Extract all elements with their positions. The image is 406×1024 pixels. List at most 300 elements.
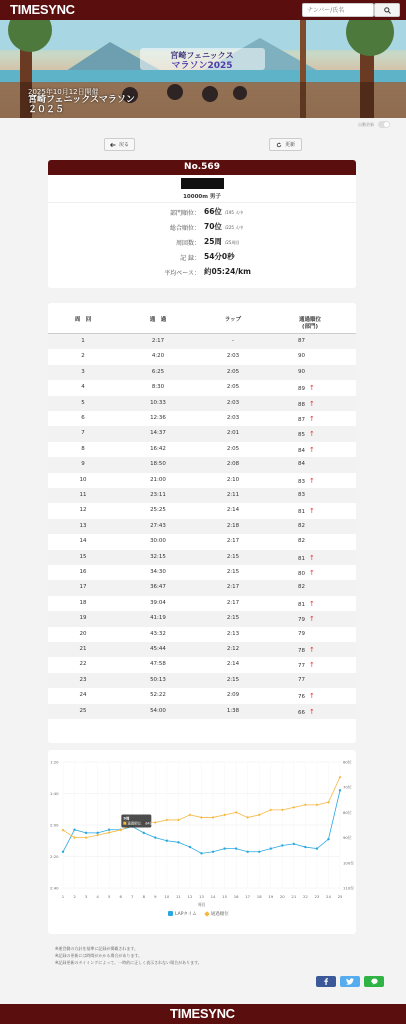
pass-time: 25:25 [150, 507, 166, 514]
rank-value: 84 [298, 461, 305, 468]
y-tick-right: 70位 [343, 784, 352, 790]
y-tick-right: 90位 [343, 835, 352, 841]
point-lap[interactable] [327, 838, 329, 840]
notes [55, 945, 202, 966]
point-rank[interactable] [177, 819, 180, 822]
table-row [48, 488, 356, 503]
lap-number: 2 [81, 353, 85, 360]
rank-value: 82 [298, 522, 305, 529]
rank-cell [298, 708, 315, 716]
table-row [48, 534, 356, 549]
x-tick: 9 [154, 894, 157, 899]
note-line: ※記録更新のタイミングによって、一時的に正しく表示されない場合があります。 [55, 960, 202, 965]
point-lap[interactable] [316, 847, 318, 849]
search-button[interactable] [374, 3, 400, 17]
event-banner [0, 20, 406, 118]
point-lap[interactable] [143, 832, 145, 834]
event-title [28, 95, 135, 115]
pass-time: 34:30 [150, 569, 166, 575]
lap-number: 7 [81, 430, 85, 437]
rank-value: 83 [298, 492, 305, 498]
lap-split: 2:17 [226, 538, 240, 545]
table-row [48, 611, 356, 626]
info-value: 70位 /225 人中 [204, 222, 244, 231]
auto-update-toggle[interactable] [378, 121, 390, 128]
x-axis-label: 周回 [197, 902, 206, 907]
runner-category: 10000m 男子 [183, 194, 221, 200]
x-tick: 11 [175, 894, 181, 899]
pass-time: 32:15 [150, 553, 166, 560]
point-rank[interactable] [212, 816, 215, 819]
rank-up-icon: ↑ [309, 415, 315, 423]
x-tick: 1 [61, 894, 65, 899]
header-lap: 周 回 [74, 317, 92, 323]
pass-time: 45:44 [150, 646, 166, 652]
y-tick-right: 100位 [343, 860, 355, 866]
rank-up-icon: ↑ [309, 476, 315, 485]
rank-value: 87 [298, 338, 305, 344]
rank-value: 83 [298, 478, 305, 485]
point-lap[interactable] [235, 847, 237, 849]
rank-up-icon: ↑ [309, 399, 315, 408]
rank-up-icon: ↑ [309, 569, 315, 577]
table-row [48, 550, 356, 565]
point-lap[interactable] [62, 851, 64, 853]
info-value: 25周 /25周回 [204, 237, 240, 246]
point-rank[interactable] [200, 816, 203, 819]
top-bar [0, 0, 406, 20]
facebook-icon [323, 978, 329, 985]
info-row-overall-rank [48, 221, 356, 233]
site-logo[interactable]: TIMESYNC [10, 2, 75, 17]
info-row-pace [48, 266, 356, 278]
lap-number: 16 [79, 569, 87, 575]
lap-split: 2:05 [226, 445, 240, 452]
point-rank[interactable] [292, 806, 295, 809]
x-tick: 20 [279, 894, 285, 899]
rank-value: 88 [298, 401, 305, 408]
lap-number: 8 [81, 445, 85, 452]
pass-time: 18:50 [150, 461, 166, 468]
rank-value: 89 [298, 386, 305, 393]
pass-time: 36:47 [150, 584, 166, 591]
x-tick: 12 [187, 894, 193, 899]
pass-time: 2:17 [151, 338, 165, 344]
lap-number: 17 [79, 584, 87, 591]
pass-time: 12:36 [150, 415, 166, 421]
info-value: 約05:24/km [204, 267, 251, 276]
rank-cell [298, 584, 305, 590]
point-lap[interactable] [212, 851, 214, 853]
lap-number: 22 [79, 661, 87, 668]
rank-cell [298, 692, 315, 700]
lap-split: - [232, 338, 234, 344]
rank-value: 82 [298, 538, 305, 545]
rank-up-icon: ↑ [309, 430, 315, 439]
x-tick: 17 [245, 894, 251, 899]
lap-number: 15 [79, 553, 87, 560]
lap-number: 13 [79, 522, 87, 529]
lap-number: 21 [79, 646, 87, 652]
rank-cell [298, 369, 305, 375]
point-rank[interactable] [269, 808, 272, 811]
lap-split: 2:14 [226, 507, 240, 514]
rank-cell [298, 677, 305, 683]
refresh-button[interactable] [269, 138, 302, 151]
rank-cell [298, 646, 315, 654]
info-label: 部門順位： [169, 210, 200, 217]
lap-split: 2:05 [226, 368, 240, 375]
rank-value: 81 [298, 601, 305, 608]
rank-up-icon: ↑ [309, 384, 315, 393]
point-rank[interactable] [108, 831, 111, 834]
lap-number: 4 [81, 384, 85, 391]
table-row [48, 349, 356, 364]
rank-value: 78 [298, 648, 305, 654]
rank-value: 79 [298, 630, 305, 637]
lap-split: 1:38 [226, 707, 240, 714]
banner-text-2: マラソン2025 [171, 61, 233, 71]
point-lap[interactable] [108, 829, 110, 831]
point-lap[interactable] [223, 847, 225, 849]
rank-cell [298, 507, 315, 515]
rank-cell [298, 477, 315, 485]
table-row [48, 396, 356, 411]
table-row [48, 365, 356, 380]
lap-split: 2:11 [226, 492, 240, 498]
x-tick: 13 [199, 894, 204, 899]
y-tick-left: 2:00 [50, 822, 59, 828]
rank-up-icon: ↑ [309, 507, 315, 516]
table-row [48, 565, 356, 580]
point-rank[interactable] [339, 776, 342, 779]
point-rank[interactable] [96, 834, 99, 837]
point-rank[interactable] [304, 803, 307, 806]
point-rank[interactable] [85, 836, 88, 839]
point-lap[interactable] [293, 843, 295, 845]
rank-up-icon: ↑ [309, 553, 315, 562]
runner-name-redacted [181, 178, 224, 189]
rank-cell [298, 554, 315, 562]
rank-value: 85 [298, 432, 305, 439]
legend-item-lap[interactable]: LAPタイム [168, 911, 197, 917]
rank-value: 84 [298, 447, 305, 454]
rank-cell [298, 661, 315, 669]
point-lap[interactable] [200, 852, 202, 854]
lap-split: 2:12 [226, 646, 240, 652]
y-tick-left: 1:20 [50, 759, 59, 765]
pass-time: 21:00 [150, 476, 166, 483]
point-lap[interactable] [85, 832, 87, 834]
lap-number: 19 [79, 615, 87, 622]
x-tick: 7 [131, 894, 134, 899]
point-rank[interactable] [165, 819, 168, 822]
table-row [48, 334, 356, 349]
tooltip-value: 通過順位： 84位 [127, 821, 154, 826]
auto-update-label: 自動更新 [358, 121, 374, 127]
point-rank[interactable] [316, 803, 319, 806]
lap-split: 2:05 [226, 384, 240, 391]
lap-split: 2:03 [226, 353, 240, 360]
pass-time: 10:33 [150, 399, 166, 406]
lap-split: 2:15 [226, 615, 240, 622]
note-line: ※運営側の方針を基準に記録が掲載されます。 [55, 946, 139, 951]
info-label: 記 録： [180, 255, 200, 262]
pass-time: 6:25 [151, 368, 165, 375]
divider [48, 202, 356, 203]
x-tick: 25 [337, 894, 343, 899]
point-rank[interactable] [154, 821, 157, 824]
point-rank[interactable] [223, 814, 226, 817]
lap-split: 2:10 [226, 476, 240, 483]
footer-logo[interactable]: TIMESYNC [170, 1006, 235, 1021]
rank-cell [298, 538, 305, 544]
rank-value: 77 [298, 663, 305, 670]
table-row [48, 503, 356, 518]
pass-time: 39:04 [150, 599, 166, 606]
event-date: 2025年10月12日開催 [28, 88, 99, 96]
lap-number: 6 [81, 415, 85, 421]
event-title-line2: ２０２５ [28, 105, 65, 115]
rank-up-icon: ↑ [309, 445, 315, 454]
rank-cell [298, 400, 315, 408]
refresh-button-label: 更新 [284, 142, 295, 148]
table-row [48, 580, 356, 595]
lap-number: 20 [79, 630, 87, 637]
lap-chart-svg [48, 750, 356, 910]
x-tick: 24 [326, 894, 331, 899]
search-input[interactable] [302, 3, 374, 17]
table-row [48, 627, 356, 642]
rank-cell [298, 338, 305, 344]
rank-cell [298, 461, 305, 467]
event-title-line1: 宮崎フェニックスマラソン [28, 95, 135, 105]
pass-time: 8:30 [151, 384, 165, 391]
point-lap[interactable] [189, 846, 191, 848]
line-icon [371, 978, 378, 985]
rank-cell [298, 492, 305, 498]
lap-split: 2:03 [226, 399, 240, 406]
info-value: 66位 /195 人中 [204, 207, 244, 216]
table-row [48, 704, 356, 719]
lap-split: 2:13 [226, 630, 240, 637]
table-row [48, 642, 356, 657]
lap-chart [48, 750, 356, 934]
point-lap[interactable] [339, 789, 341, 791]
table-row [48, 457, 356, 472]
lap-split: 2:15 [226, 553, 240, 560]
pass-time: 27:43 [150, 522, 166, 529]
info-label: 周回数： [175, 240, 200, 247]
info-row-record [48, 251, 356, 263]
table-row [48, 657, 356, 672]
x-tick: 3 [84, 894, 88, 899]
lap-number: 1 [81, 338, 85, 344]
info-value: 54分0秒 [204, 252, 235, 261]
x-tick: 18 [256, 894, 262, 899]
point-rank[interactable] [327, 801, 330, 804]
lap-split: 2:01 [226, 430, 240, 437]
point-lap[interactable] [154, 836, 156, 838]
search-icon [384, 7, 391, 14]
point-rank[interactable] [235, 811, 238, 814]
x-tick: 14 [210, 894, 216, 899]
header-rank: 通過順位 (部門) [298, 317, 321, 330]
rank-cell [298, 353, 305, 359]
rank-value: 87 [298, 417, 305, 423]
lap-split: 2:18 [226, 522, 240, 529]
lap-number: 9 [81, 461, 85, 468]
y-tick-right: 60位 [343, 759, 352, 765]
rank-cell [298, 446, 315, 454]
point-rank[interactable] [189, 814, 192, 817]
x-tick: 2 [73, 894, 76, 899]
point-lap[interactable] [270, 847, 272, 849]
lap-split: 2:17 [226, 599, 240, 606]
rank-cell [298, 615, 315, 623]
lap-number: 18 [79, 599, 87, 606]
pass-time: 47:58 [150, 661, 166, 668]
lap-table [48, 303, 356, 743]
rank-value: 82 [298, 584, 305, 591]
x-tick: 5 [107, 894, 111, 899]
table-row [48, 380, 356, 395]
y-tick-right: 80位 [343, 809, 352, 815]
pass-time: 30:00 [150, 538, 166, 545]
x-tick: 15 [222, 894, 228, 899]
point-lap[interactable] [246, 851, 248, 853]
rank-cell [298, 569, 315, 577]
rank-up-icon: ↑ [309, 692, 315, 701]
lap-number: 24 [79, 692, 87, 699]
bib-number: No.569 [48, 160, 356, 175]
rank-value: 66 [298, 709, 305, 716]
rank-cell [298, 415, 315, 423]
rank-cell [298, 384, 315, 392]
point-rank[interactable] [281, 808, 284, 811]
point-lap[interactable] [258, 851, 260, 853]
legend-item-rank[interactable]: 通過順位 [205, 911, 229, 917]
rank-up-icon: ↑ [309, 707, 315, 716]
table-row [48, 442, 356, 457]
pass-time: 41:19 [150, 615, 166, 622]
table-row [48, 673, 356, 688]
x-tick: 8 [142, 894, 146, 899]
rank-value: 90 [298, 353, 305, 360]
rank-value: 81 [298, 509, 305, 516]
lap-number: 14 [79, 538, 87, 545]
x-tick: 19 [268, 894, 274, 899]
lap-number: 5 [81, 399, 85, 406]
back-button-label: 戻る [118, 142, 129, 148]
pass-time: 16:42 [150, 445, 166, 452]
tooltip-swatch [123, 822, 126, 825]
facebook-share-button[interactable] [316, 976, 336, 987]
x-tick: 16 [233, 894, 239, 899]
x-tick: 10 [164, 894, 170, 899]
lap-number: 11 [79, 492, 87, 498]
lap-split: 2:09 [226, 692, 240, 699]
point-lap[interactable] [166, 840, 168, 842]
lap-split: 2:03 [226, 415, 240, 421]
lap-number: 12 [79, 507, 87, 514]
rank-value: 90 [298, 368, 305, 375]
info-label: 平均ペース： [164, 270, 200, 277]
point-lap[interactable] [177, 841, 179, 843]
rank-cell [298, 430, 315, 438]
info-row-laps [48, 236, 356, 248]
pass-time: 43:32 [150, 630, 166, 637]
rank-cell [298, 600, 315, 608]
y-tick-left: 2:40 [50, 885, 59, 891]
point-lap[interactable] [304, 846, 306, 848]
back-button[interactable] [104, 138, 135, 151]
point-rank[interactable] [258, 814, 261, 817]
rank-up-icon: ↑ [309, 599, 315, 608]
y-tick-left: 1:40 [50, 791, 59, 796]
note-line: ※記録の更新には時間がかかる場合があります。 [55, 953, 143, 958]
rank-cell [298, 523, 305, 529]
lap-split: 2:15 [226, 569, 240, 575]
rank-up-icon: ↑ [309, 646, 315, 654]
line-share-button[interactable] [364, 976, 384, 987]
pass-time: 14:37 [150, 430, 166, 437]
rank-value: 77 [298, 676, 305, 683]
lap-number: 3 [81, 368, 85, 375]
pass-time: 50:13 [150, 676, 166, 683]
y-tick-right: 110位 [343, 885, 355, 891]
x-tick: 21 [291, 894, 297, 899]
rank-value: 76 [298, 694, 305, 701]
twitter-icon [346, 978, 354, 985]
rank-value: 80 [298, 571, 305, 577]
auto-update-toggle-row [358, 121, 390, 128]
x-tick: 4 [96, 894, 99, 899]
table-row [48, 411, 356, 426]
table-row [48, 596, 356, 611]
banner-text-1: 宮崎フェニックス [170, 51, 234, 60]
x-tick: 22 [302, 894, 308, 899]
info-row-division-rank [48, 206, 356, 218]
rank-cell [298, 631, 305, 637]
point-lap[interactable] [281, 844, 283, 846]
pass-time: 4:20 [151, 353, 165, 360]
chart-legend [168, 911, 229, 917]
lap-split: 2:15 [226, 676, 240, 683]
rank-up-icon: ↑ [309, 661, 315, 670]
lap-number: 10 [79, 476, 87, 483]
footer [0, 1004, 406, 1024]
header-pass: 通 過 [149, 317, 167, 323]
twitter-share-button[interactable] [340, 976, 360, 987]
rank-up-icon: ↑ [309, 615, 315, 624]
lap-split: 2:17 [226, 584, 240, 591]
table-row [48, 519, 356, 534]
table-row [48, 473, 356, 488]
lap-number: 23 [79, 676, 87, 683]
runner-card [48, 160, 356, 288]
pass-time: 52:22 [150, 692, 166, 699]
point-lap[interactable] [73, 829, 75, 831]
table-row [48, 426, 356, 441]
lap-split: 2:08 [226, 461, 240, 468]
pass-time: 54:00 [150, 707, 166, 714]
header-split: ラップ [224, 317, 242, 323]
rank-value: 79 [298, 617, 305, 624]
pass-time: 23:11 [150, 492, 166, 498]
x-tick: 23 [314, 894, 320, 899]
point-rank[interactable] [246, 816, 249, 819]
